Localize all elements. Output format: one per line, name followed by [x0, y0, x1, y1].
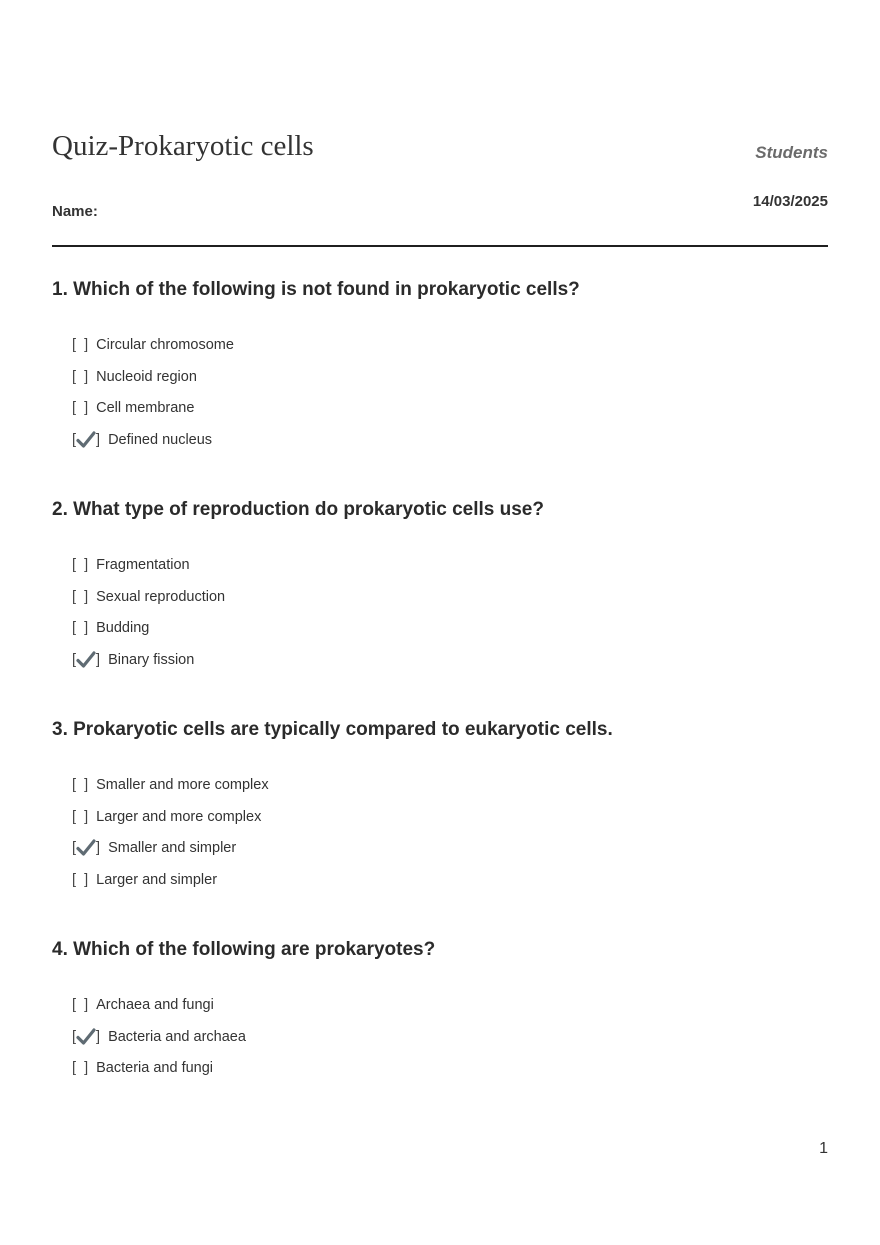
option-label: Cell membrane: [96, 400, 195, 417]
page-title: Quiz-Prokaryotic cells: [52, 130, 314, 162]
option[interactable]: [72, 644, 828, 676]
audience-label: Students: [755, 143, 828, 162]
option[interactable]: [72, 612, 828, 644]
option-label: Circular chromosome: [96, 336, 234, 353]
header-divider: [52, 245, 828, 247]
checkbox[interactable]: [ ]: [72, 808, 89, 825]
option-label: Binary fission: [108, 651, 195, 668]
option[interactable]: [72, 801, 828, 833]
option-list: [52, 549, 828, 676]
checkbox[interactable]: [ ]: [72, 840, 101, 857]
page-number: 1: [819, 1140, 828, 1157]
option-label: Archaea and fungi: [96, 996, 214, 1013]
checkbox[interactable]: [ ]: [72, 871, 89, 888]
option-list: [52, 329, 828, 456]
option-label: Sexual reproduction: [96, 588, 226, 605]
checkbox[interactable]: [ ]: [72, 1028, 101, 1045]
option[interactable]: [72, 329, 828, 361]
checkmark-icon: [76, 839, 96, 857]
checkmark-icon: [76, 431, 96, 449]
name-label: Name:: [52, 203, 98, 220]
option-label: Defined nucleus: [108, 431, 213, 448]
option-label: Bacteria and archaea: [108, 1028, 246, 1045]
question-4: [52, 937, 828, 1084]
checkbox[interactable]: [ ]: [72, 336, 89, 353]
question-2: [52, 497, 828, 676]
option-label: Bacteria and fungi: [96, 1060, 214, 1077]
checkbox[interactable]: [ ]: [72, 1060, 89, 1077]
quiz-date: 14/03/2025: [752, 193, 828, 210]
option[interactable]: [72, 1021, 828, 1053]
checkbox[interactable]: [ ]: [72, 651, 101, 668]
question-1: [52, 277, 828, 456]
option-label: Smaller and simpler: [108, 840, 237, 857]
checkbox[interactable]: [ ]: [72, 368, 89, 385]
option[interactable]: [72, 392, 828, 424]
question-title: 3. Prokaryotic cells are typically compared to eukaryotic cells.: [52, 719, 613, 740]
option-list: [52, 769, 828, 896]
option[interactable]: [72, 549, 828, 581]
question-3: [52, 717, 828, 896]
checkbox[interactable]: [ ]: [72, 556, 89, 573]
option[interactable]: [72, 361, 828, 393]
option[interactable]: [72, 1052, 828, 1084]
option[interactable]: [72, 769, 828, 801]
option[interactable]: [72, 581, 828, 613]
option-label: Larger and more complex: [96, 808, 262, 825]
option-label: Larger and simpler: [96, 871, 218, 888]
option[interactable]: [72, 989, 828, 1021]
checkbox[interactable]: [ ]: [72, 431, 101, 448]
option[interactable]: [72, 424, 828, 456]
option[interactable]: [72, 832, 828, 864]
question-title: 2. What type of reproduction do prokaryotic cells use?: [52, 499, 544, 520]
option-label: Smaller and more complex: [96, 776, 269, 793]
checkbox[interactable]: [ ]: [72, 996, 89, 1013]
option-list: [52, 989, 828, 1084]
checkbox[interactable]: [ ]: [72, 400, 89, 417]
option-label: Budding: [96, 620, 150, 637]
checkbox[interactable]: [ ]: [72, 588, 89, 605]
question-title: 4. Which of the following are prokaryotes?: [52, 939, 436, 960]
question-title: 1. Which of the following is not found in prokaryotic cells?: [52, 279, 580, 300]
checkbox[interactable]: [ ]: [72, 620, 89, 637]
option[interactable]: [72, 864, 828, 896]
checkbox[interactable]: [ ]: [72, 776, 89, 793]
option-label: Nucleoid region: [96, 368, 197, 385]
option-label: Fragmentation: [96, 556, 190, 573]
checkmark-icon: [76, 1028, 96, 1046]
checkmark-icon: [76, 651, 96, 669]
